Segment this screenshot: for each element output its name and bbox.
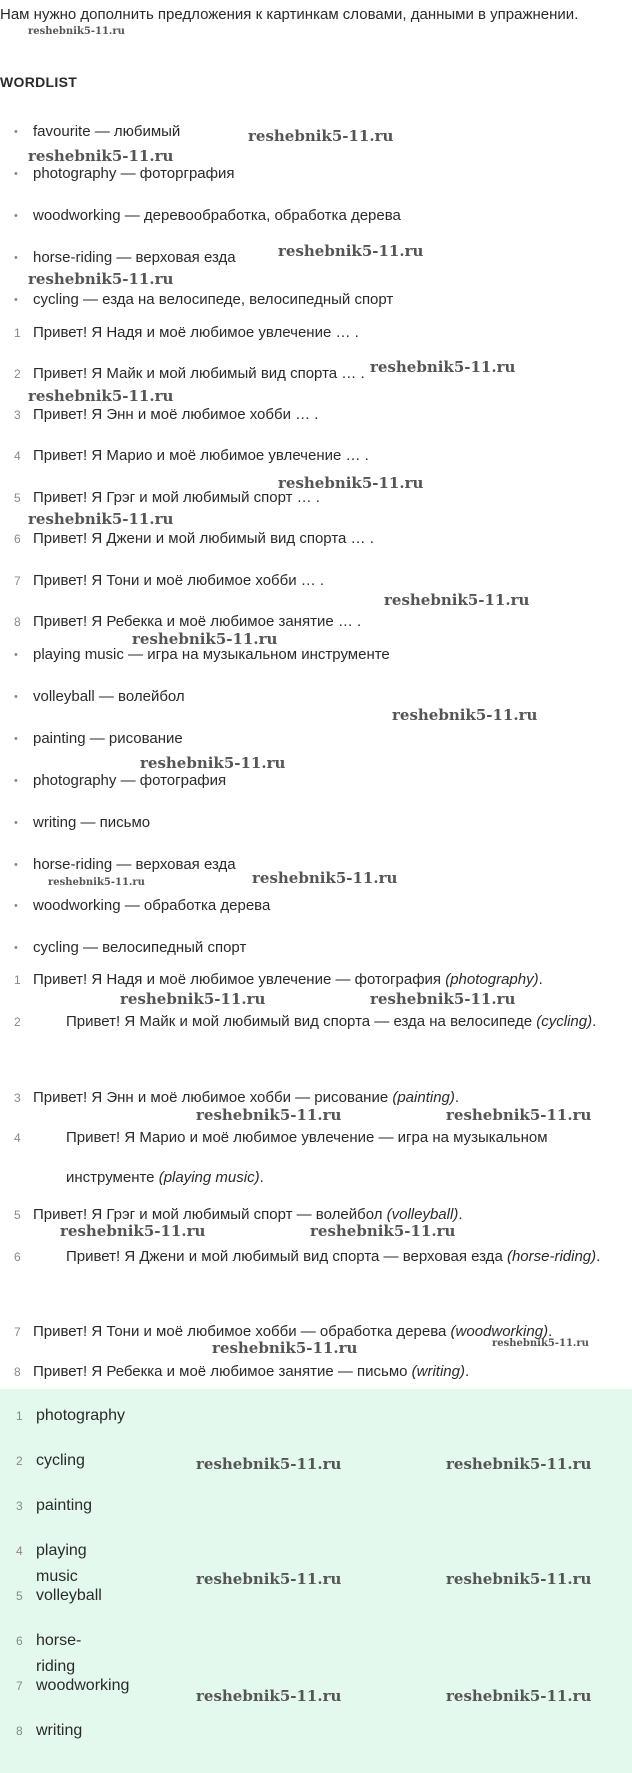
answer-text: Привет! Я Джени и мой любимый вид спорта — верховая езда (horse-riding). [66, 1248, 601, 1265]
watermark: reshebnik5-11.ru [140, 754, 286, 772]
list-item-text: woodworking — деревообработка, обработка дерева [33, 207, 401, 224]
final-answer-text: photography [36, 1407, 125, 1424]
answer-text: Привет! Я Грэг и мой любимый спорт — волейбол (volleyball). [33, 1206, 463, 1223]
watermark: reshebnik5-11.ru [248, 127, 394, 145]
bullet-icon: • [14, 252, 18, 264]
final-answer-text: volleyball [36, 1587, 102, 1604]
answer-text: Привет! Я Надя и моё любимое увлечение — фотография (photography). [33, 971, 543, 988]
final-answer-text: horse-riding [36, 1632, 82, 1675]
list-item-text: woodworking — обработка дерева [33, 897, 271, 914]
final-answer-text: playing music [36, 1542, 87, 1585]
item-number: 8 [14, 615, 21, 629]
item-number: 2 [14, 367, 21, 381]
answer-text: Привет! Я Энн и моё любимое хобби — рисование (painting). [33, 1089, 460, 1106]
watermark: reshebnik5-11.ru [48, 877, 145, 888]
watermark: reshebnik5-11.ru [252, 869, 398, 887]
watermark: reshebnik5-11.ru [446, 1455, 592, 1473]
item-number: 5 [16, 1589, 23, 1603]
bullet-icon: • [14, 126, 18, 138]
item-number: 5 [14, 491, 21, 505]
watermark: reshebnik5-11.ru [120, 990, 266, 1008]
watermark: reshebnik5-11.ru [196, 1106, 342, 1124]
sentence-text: Привет! Я Марио и моё любимое увлечение … . [33, 447, 369, 464]
watermark: reshebnik5-11.ru [28, 510, 174, 528]
item-number: 3 [14, 408, 21, 422]
watermark: reshebnik5-11.ru [28, 147, 174, 165]
bullet-icon: • [14, 210, 18, 222]
bullet-icon: • [14, 691, 18, 703]
sentence-text: Привет! Я Ребекка и моё любимое занятие … . [33, 613, 362, 630]
item-number: 4 [14, 1131, 21, 1145]
watermark: reshebnik5-11.ru [392, 706, 538, 724]
intro-text: Нам нужно дополнить предложения к картинкам словами, данными в упражнении. [0, 6, 579, 23]
watermark: reshebnik5-11.ru [278, 242, 424, 260]
watermark: reshebnik5-11.ru [370, 358, 516, 376]
final-answer-text: woodworking [36, 1677, 130, 1694]
sentence-text: Привет! Я Тони и моё любимое хобби … . [33, 572, 325, 589]
sentence-text: Привет! Я Грэг и мой любимый спорт … . [33, 489, 320, 506]
sentence-text: Привет! Я Майк и мой любимый вид спорта … . [33, 365, 365, 382]
watermark: reshebnik5-11.ru [278, 474, 424, 492]
item-number: 7 [16, 1679, 23, 1693]
answer-text: Привет! Я Марио и моё любимое увлечение — игра на музыкальном инструменте (playing music). [66, 1129, 548, 1186]
sentence-text: Привет! Я Джени и мой любимый вид спорта … . [33, 530, 374, 547]
list-item-text: cycling — езда на велосипеде, велосипедный спорт [33, 291, 394, 308]
item-number: 5 [14, 1208, 21, 1222]
item-number: 7 [14, 1325, 21, 1339]
watermark: reshebnik5-11.ru [212, 1339, 358, 1357]
answer-text: Привет! Я Тони и моё любимое хобби — обработка дерева (woodworking). [33, 1323, 553, 1340]
item-number: 6 [14, 1250, 21, 1264]
wordlist-heading: WORDLIST [0, 74, 78, 90]
watermark: reshebnik5-11.ru [60, 1222, 206, 1240]
watermark: reshebnik5-11.ru [196, 1570, 342, 1588]
watermark: reshebnik5-11.ru [196, 1687, 342, 1705]
bullet-icon: • [14, 649, 18, 661]
list-item-text: cycling — велосипедный спорт [33, 939, 247, 956]
list-item-text: photography — фотография [33, 772, 227, 789]
watermark: reshebnik5-11.ru [446, 1570, 592, 1588]
bullet-icon: • [14, 733, 18, 745]
item-number: 2 [16, 1454, 23, 1468]
list-item-text: favourite — любимый [33, 123, 181, 140]
item-number: 2 [14, 1015, 21, 1029]
watermark: reshebnik5-11.ru [28, 387, 174, 405]
item-number: 8 [16, 1724, 23, 1738]
bullet-icon: • [14, 168, 18, 180]
answer-item [0, 1126, 600, 1196]
list-item-text: horse-riding — верховая езда [33, 856, 236, 873]
watermark: reshebnik5-11.ru [132, 630, 278, 648]
watermark: reshebnik5-11.ru [446, 1687, 592, 1705]
answer-item [0, 1010, 600, 1080]
item-number: 3 [16, 1499, 23, 1513]
item-number: 3 [14, 1091, 21, 1105]
final-answer-text: painting [36, 1497, 93, 1514]
watermark: reshebnik5-11.ru [370, 990, 516, 1008]
list-item-text: writing — письмо [33, 814, 151, 831]
item-number: 4 [16, 1544, 23, 1558]
item-number: 6 [16, 1634, 23, 1648]
watermark: reshebnik5-11.ru [28, 26, 125, 37]
item-number: 1 [14, 326, 21, 340]
watermark: reshebnik5-11.ru [196, 1455, 342, 1473]
list-item-text: playing music — игра на музыкальном инструменте [33, 646, 390, 663]
bullet-icon: • [14, 294, 18, 306]
list-item-text: photography — фоторграфия [33, 165, 235, 182]
bullet-icon: • [14, 900, 18, 912]
item-number: 7 [14, 574, 21, 588]
list-item-text: volleyball — волейбол [33, 688, 185, 705]
list-item-text: painting — рисование [33, 730, 183, 747]
final-answer-text: cycling [36, 1452, 85, 1469]
watermark: reshebnik5-11.ru [310, 1222, 456, 1240]
bullet-icon: • [14, 817, 18, 829]
watermark: reshebnik5-11.ru [28, 270, 174, 288]
watermark: reshebnik5-11.ru [384, 591, 530, 609]
bullet-icon: • [14, 775, 18, 787]
watermark: reshebnik5-11.ru [446, 1106, 592, 1124]
sentence-text: Привет! Я Энн и моё любимое хобби … . [33, 406, 319, 423]
list-item-text: horse-riding — верховая езда [33, 249, 236, 266]
bullet-icon: • [14, 859, 18, 871]
item-number: 8 [14, 1365, 21, 1379]
answer-item [0, 1245, 600, 1315]
item-number: 1 [16, 1409, 23, 1423]
sentence-text: Привет! Я Надя и моё любимое увлечение … . [33, 324, 359, 341]
item-number: 6 [14, 532, 21, 546]
item-number: 1 [14, 973, 21, 987]
item-number: 4 [14, 449, 21, 463]
bullet-icon: • [14, 942, 18, 954]
final-answer-text: writing [36, 1722, 83, 1739]
answer-text: Привет! Я Ребекка и моё любимое занятие — письмо (writing). [33, 1363, 470, 1380]
answer-text: Привет! Я Майк и мой любимый вид спорта — езда на велосипеде (cycling). [66, 1013, 597, 1030]
watermark: reshebnik5-11.ru [492, 1338, 589, 1349]
